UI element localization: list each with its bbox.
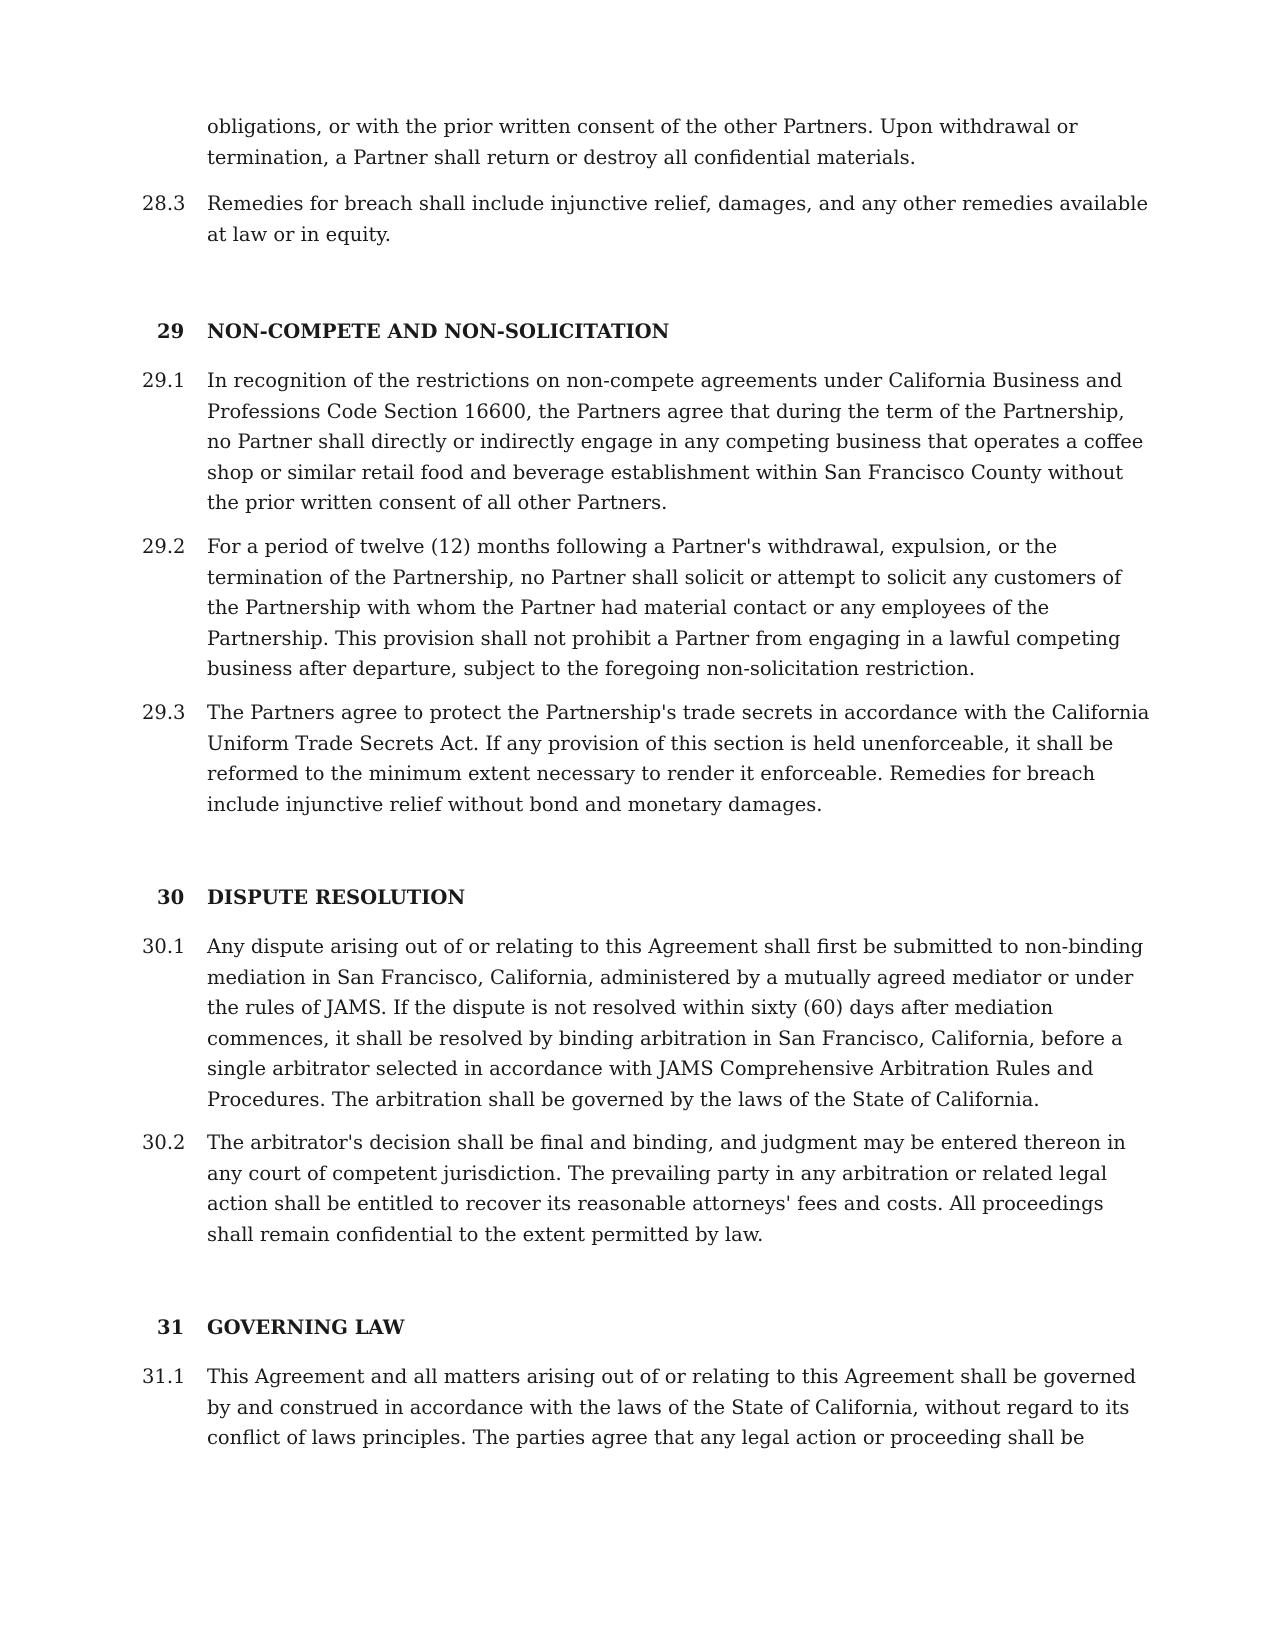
clause-number: 31.1 bbox=[142, 1365, 186, 1388]
clause-text bbox=[207, 189, 1149, 250]
text-line: the Partnership with whom the Partner had material contact or any employees of the bbox=[207, 596, 1050, 620]
text-line: the rules of JAMS. If the dispute is not resolved within sixty (60) days after mediation bbox=[207, 996, 1054, 1020]
clause-text bbox=[207, 1362, 1142, 1454]
text-line: shall remain confidential to the extent permitted by law. bbox=[207, 1222, 764, 1246]
text-line: For a period of twelve (12) months following a Partner's withdrawal, expulsion, or the bbox=[207, 535, 1058, 558]
section-number: 31 bbox=[157, 1316, 185, 1339]
text-line: any court of competent jurisdiction. The prevailing party in any arbitration or related legal bbox=[207, 1161, 1108, 1185]
clause-text bbox=[207, 698, 1150, 820]
clause-number: 28.3 bbox=[142, 192, 186, 215]
text-line: shop or similar retail food and beverage establishment within San Francisco County without bbox=[207, 460, 1124, 484]
text-line: termination of the Partnership, no Partner shall solicit or attempt to solicit any customers of bbox=[207, 565, 1122, 589]
section-title bbox=[207, 883, 1142, 914]
text-line: action shall be entitled to recover its reasonable attorneys' fees and costs. All proceedings bbox=[207, 1192, 1104, 1216]
text-line: Remedies for breach shall include injunctive relief, damages, and any other remedies available bbox=[207, 192, 1149, 215]
text-line: Partnership. This provision shall not prohibit a Partner from engaging in a lawful competing bbox=[207, 626, 1121, 650]
text-line: mediation in San Francisco, California, administered by a mutually agreed mediator or under bbox=[207, 965, 1134, 989]
section-number: 29 bbox=[157, 320, 185, 343]
text-line: Any dispute arising out of or relating to this Agreement shall first be submitted to non-binding bbox=[207, 935, 1144, 958]
clause-text bbox=[207, 932, 1142, 1116]
section-number: 30 bbox=[157, 886, 185, 909]
text-line: termination, a Partner shall return or destroy all confidential materials. bbox=[207, 145, 916, 169]
clause-text bbox=[207, 112, 1142, 173]
text-line: Procedures. The arbitration shall be governed by the laws of the State of California. bbox=[207, 1087, 1040, 1111]
text-line: by and construed in accordance with the laws of the State of California, without regard to its bbox=[207, 1395, 1130, 1419]
text-line: This Agreement and all matters arising out of or relating to this Agreement shall be governed bbox=[207, 1365, 1137, 1388]
clause-number: 29.3 bbox=[142, 701, 186, 724]
text-line: at law or in equity. bbox=[207, 222, 391, 246]
text-line: include injunctive relief without bond and monetary damages. bbox=[207, 792, 823, 816]
text-line: Professions Code Section 16600, the Partners agree that during the term of the Partnership, bbox=[207, 399, 1125, 423]
text-line: DISPUTE RESOLUTION bbox=[207, 886, 466, 909]
clause-text bbox=[207, 366, 1142, 519]
section-title bbox=[207, 317, 1142, 348]
text-line: In recognition of the restrictions on non-compete agreements under California Business and bbox=[207, 369, 1123, 392]
text-line: The Partners agree to protect the Partnership's trade secrets in accordance with the California bbox=[207, 701, 1150, 724]
text-line: NON-COMPETE AND NON-SOLICITATION bbox=[207, 320, 670, 343]
clause-number: 30.2 bbox=[142, 1131, 186, 1154]
clause-number: 29.2 bbox=[142, 535, 186, 558]
section-title bbox=[207, 1313, 1142, 1344]
text-line: GOVERNING LAW bbox=[207, 1316, 405, 1339]
text-line: no Partner shall directly or indirectly engage in any competing business that operates a coffee bbox=[207, 430, 1144, 454]
text-line: business after departure, subject to the foregoing non-solicitation restriction. bbox=[207, 657, 976, 681]
text-line: Uniform Trade Secrets Act. If any provision of this section is held unenforceable, it shall be bbox=[207, 731, 1114, 755]
clause-text bbox=[207, 1128, 1142, 1250]
text-line: the prior written consent of all other Partners. bbox=[207, 491, 668, 515]
text-line: commences, it shall be resolved by binding arbitration in San Francisco, California, before a bbox=[207, 1026, 1123, 1050]
text-line: The arbitrator's decision shall be final and binding, and judgment may be entered thereon in bbox=[207, 1131, 1126, 1154]
text-line: conflict of laws principles. The parties agree that any legal action or proceeding shall be bbox=[207, 1426, 1085, 1450]
text-line: reformed to the minimum extent necessary to render it enforceable. Remedies for breach bbox=[207, 762, 1096, 786]
text-line: obligations, or with the prior written consent of the other Partners. Upon withdrawal or bbox=[207, 115, 1078, 138]
clause-text bbox=[207, 532, 1142, 685]
clause-number: 29.1 bbox=[142, 369, 186, 392]
clause-number: 30.1 bbox=[142, 935, 186, 958]
text-line: single arbitrator selected in accordance with JAMS Comprehensive Arbitration Rules and bbox=[207, 1057, 1094, 1081]
